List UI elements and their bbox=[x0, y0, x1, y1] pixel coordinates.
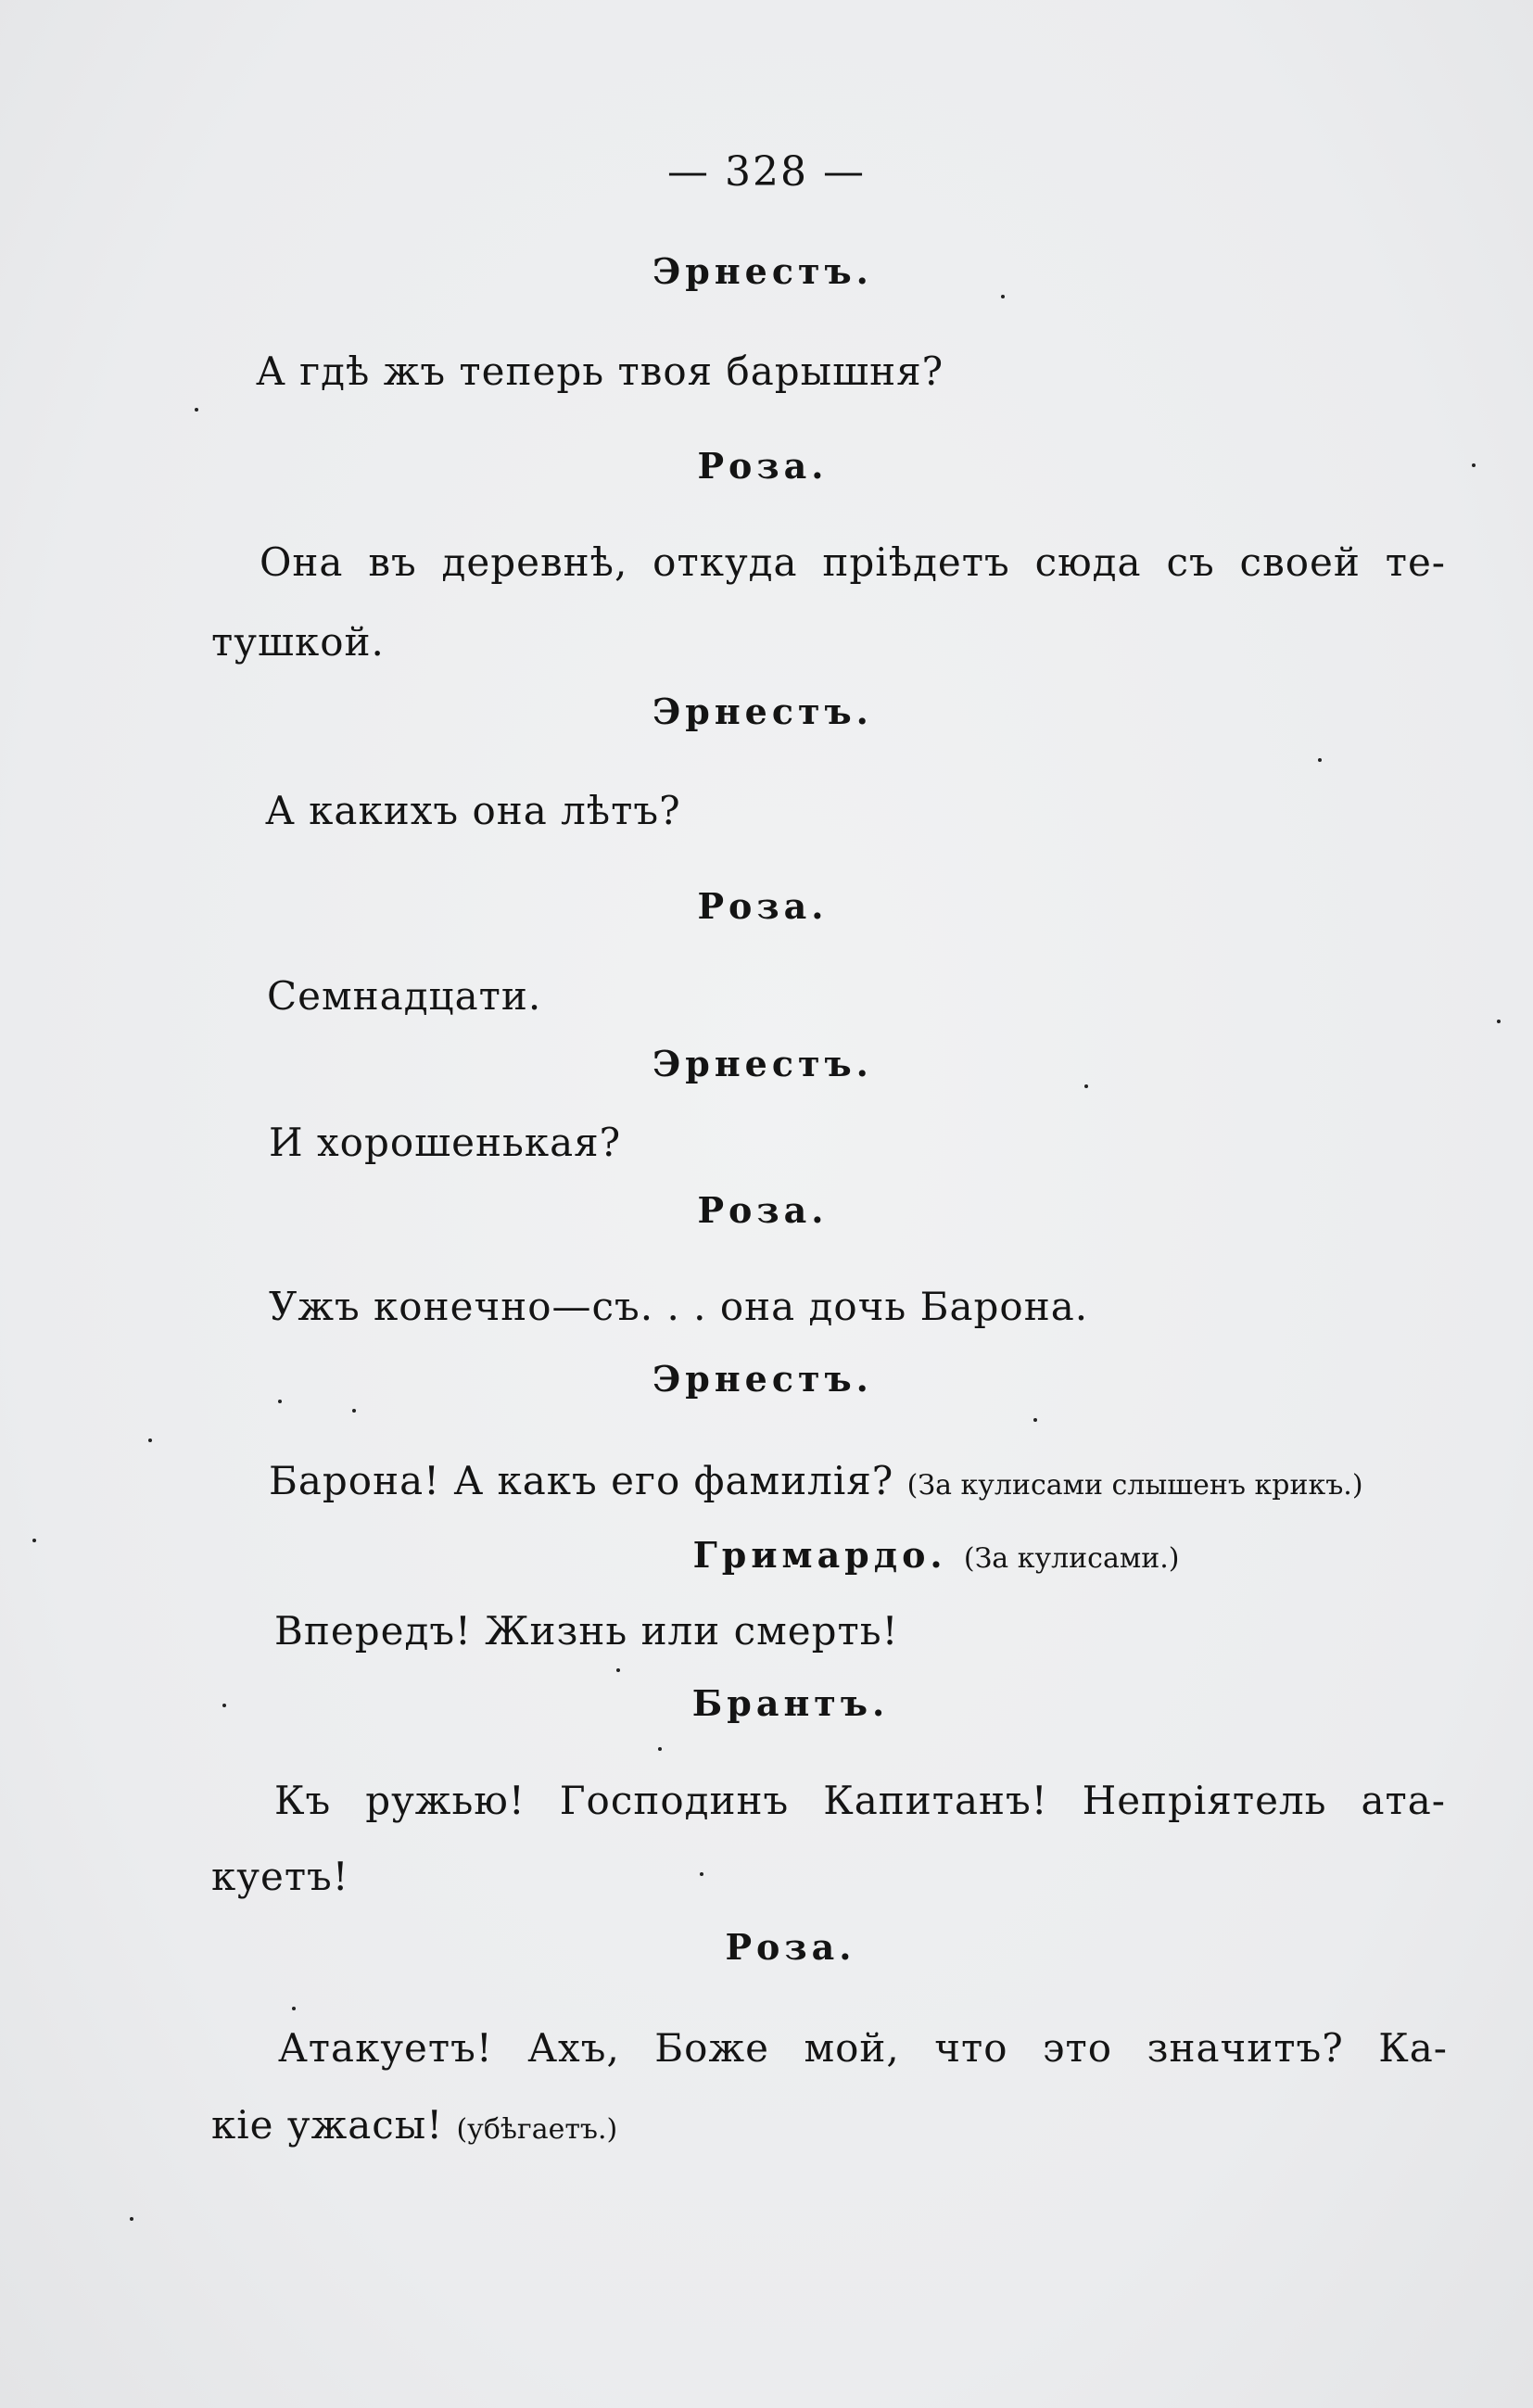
scan-speck bbox=[1033, 1418, 1037, 1422]
speaker-name: Эрнестъ. bbox=[652, 691, 873, 732]
speaker-roza-3 bbox=[211, 1189, 1314, 1231]
speaker-brant bbox=[211, 1682, 1370, 1724]
dialogue-text: кіе ужасы! bbox=[211, 2102, 444, 2148]
scan-speck bbox=[1084, 1084, 1088, 1088]
scan-speck bbox=[32, 1539, 36, 1542]
speaker-name: Роза. bbox=[697, 885, 829, 927]
dialogue-line-continuation: тушкой. bbox=[211, 619, 385, 665]
stage-direction: (За кулисами слышенъ крикъ.) bbox=[906, 1469, 1363, 1502]
dialogue-line: И хорошенькая? bbox=[269, 1120, 622, 1165]
speaker-name: Роза. bbox=[697, 445, 829, 487]
dialogue-line: Она въ деревнѣ, откуда пріѣдетъ сюда съ своей те- bbox=[260, 539, 1446, 585]
scan-speck bbox=[222, 1704, 226, 1707]
speaker-ernest-2 bbox=[211, 691, 1314, 732]
scan-speck bbox=[700, 1872, 703, 1876]
dialogue-line bbox=[269, 1458, 1363, 1503]
speaker-ernest-1 bbox=[211, 250, 1314, 292]
speaker-roza-4 bbox=[211, 1926, 1370, 1968]
scan-speck bbox=[1318, 758, 1322, 762]
scan-speck bbox=[130, 2217, 133, 2221]
scan-speck bbox=[292, 2007, 296, 2010]
dialogue-line: А гдѣ жъ теперь твоя барышня? bbox=[256, 349, 944, 394]
scan-speck bbox=[195, 408, 198, 412]
page-number: — 328 — bbox=[667, 148, 866, 196]
speaker-ernest-3 bbox=[211, 1043, 1314, 1084]
stage-direction: (убѣгаетъ.) bbox=[456, 2113, 618, 2146]
speaker-name: Гримардо. bbox=[692, 1534, 947, 1576]
scan-speck bbox=[352, 1409, 356, 1413]
dialogue-line: А какихъ она лѣтъ? bbox=[265, 788, 681, 833]
speaker-roza-2 bbox=[211, 885, 1314, 927]
dialogue-line: Ужъ конечно—съ. . . она дочь Барона. bbox=[269, 1284, 1089, 1329]
dialogue-line-continuation: куетъ! bbox=[211, 1854, 349, 1899]
scan-speck bbox=[148, 1438, 152, 1442]
dialogue-line: Къ ружью! Господинъ Капитанъ! Непріятель ата- bbox=[274, 1778, 1446, 1823]
scan-speck bbox=[1001, 295, 1005, 298]
speaker-name: Эрнестъ. bbox=[652, 250, 873, 292]
scan-speck bbox=[1497, 1020, 1501, 1023]
scan-speck bbox=[658, 1747, 662, 1751]
dialogue-line: Впередъ! Жизнь или смерть! bbox=[274, 1608, 899, 1654]
scan-speck bbox=[616, 1668, 620, 1672]
dialogue-line: Атакуетъ! Ахъ, Боже мой, что это значитъ? Ка- bbox=[278, 2025, 1448, 2071]
dialogue-line: Семнадцати. bbox=[267, 973, 542, 1019]
speaker-name: Эрнестъ. bbox=[652, 1043, 873, 1084]
dialogue-text: Барона! А какъ его фамилія? bbox=[269, 1458, 894, 1503]
speaker-name: Роза. bbox=[725, 1926, 856, 1968]
dialogue-line-continuation bbox=[211, 2102, 617, 2148]
stage-direction: (За кулисами.) bbox=[963, 1542, 1180, 1575]
scan-speck bbox=[278, 1400, 282, 1403]
speaker-roza-1 bbox=[211, 445, 1314, 487]
speaker-name: Брантъ. bbox=[691, 1682, 890, 1724]
speaker-name: Роза. bbox=[697, 1189, 829, 1231]
speaker-ernest-4 bbox=[211, 1358, 1314, 1400]
speaker-grimardo bbox=[426, 1534, 1446, 1576]
speaker-name: Эрнестъ. bbox=[652, 1358, 873, 1400]
scan-speck bbox=[1472, 463, 1476, 467]
